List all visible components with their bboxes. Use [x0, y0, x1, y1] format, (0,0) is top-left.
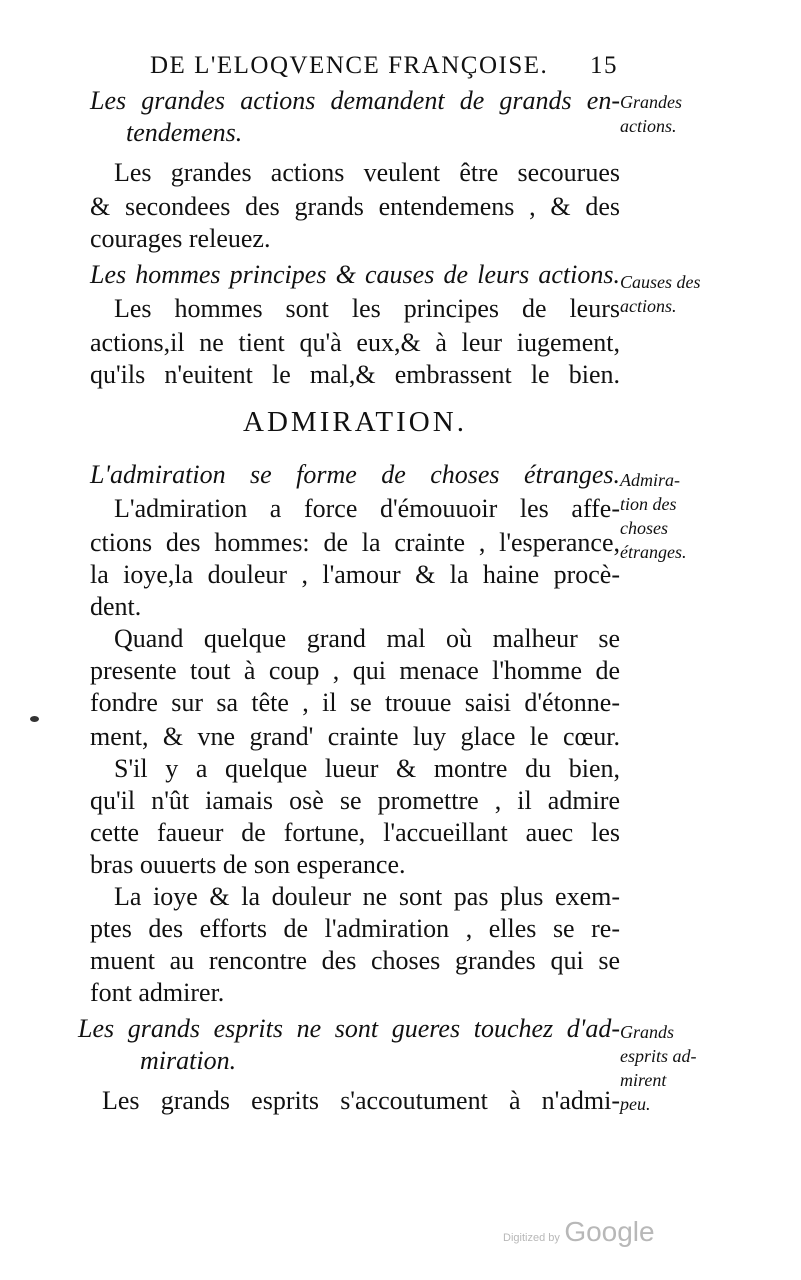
subheading-line: Les grandes actions demandent de grands en- — [90, 86, 620, 115]
page-number: 15 — [590, 52, 618, 79]
body-line: font admirer. — [90, 978, 225, 1007]
subheading-line: Les grands esprits ne sont gueres touchez d'ad- — [78, 1014, 620, 1043]
margin-note-causes-des-actions — [620, 270, 795, 318]
body-line: ctions des hommes: de la crainte , l'esperance, — [90, 528, 620, 557]
running-header — [150, 52, 620, 80]
body-line: dent. — [90, 592, 142, 621]
margin-note-line: mirent — [620, 1070, 667, 1090]
margin-note-line: choses — [620, 518, 668, 538]
margin-note-line: Grandes — [620, 92, 682, 112]
body-line: L'admiration a force d'émouuoir les affe- — [114, 494, 620, 523]
margin-note-line: Grands — [620, 1022, 675, 1042]
running-title: DE L'ELOQVENCE FRANÇOISE. — [150, 52, 549, 79]
body-line: & secondees des grands entendemens , & des — [90, 192, 620, 221]
body-line: Les grandes actions veulent être secourues — [114, 158, 620, 187]
body-line: Quand quelque grand mal où malheur se — [114, 624, 620, 653]
body-line: La ioye & la douleur ne sont pas plus exem- — [114, 882, 620, 911]
ink-speck — [30, 716, 39, 722]
body-line: presente tout à coup , qui menace l'homme de — [90, 656, 620, 685]
body-line: qu'ils n'euitent le mal,& embrassent le bien. — [90, 360, 620, 389]
body-line: courages releuez. — [90, 224, 271, 253]
body-line: bras ouuerts de son esperance. — [90, 850, 406, 879]
body-line: Les grands esprits s'accoutument à n'admi- — [102, 1086, 620, 1115]
margin-note-grandes-actions — [620, 90, 795, 138]
watermark-brand: Google — [564, 1216, 655, 1247]
margin-note-admiration — [620, 468, 795, 564]
margin-note-line: actions. — [620, 116, 677, 136]
digitization-watermark — [503, 1216, 655, 1248]
subheading-line: miration. — [140, 1046, 237, 1075]
body-line: S'il y a quelque lueur & montre du bien, — [114, 754, 620, 783]
body-line: actions,il ne tient qu'à eux,& à leur iugement, — [90, 328, 620, 357]
subheading-line: L'admiration se forme de choses étranges. — [90, 460, 620, 489]
body-line: ment, & vne grand' crainte luy glace le cœur. — [90, 722, 620, 751]
subheading-line: Les hommes principes & causes de leurs actions. — [90, 260, 620, 289]
margin-note-line: Causes des — [620, 272, 701, 292]
margin-note-line: Admira- — [620, 470, 680, 490]
margin-note-line: peu. — [620, 1094, 651, 1114]
watermark-prefix: Digitized by — [503, 1232, 560, 1244]
body-line: fondre sur sa tête , il se trouue saisi d'étonne- — [90, 688, 620, 717]
body-line: Les hommes sont les principes de leurs — [114, 294, 620, 323]
section-heading: ADMIRATION. — [243, 406, 467, 438]
subheading-line: tendemens. — [126, 118, 243, 147]
margin-note-line: étranges. — [620, 542, 687, 562]
body-line: qu'il n'ût iamais osè se promettre , il admire — [90, 786, 620, 815]
body-line: la ioye,la douleur , l'amour & la haine procè- — [90, 560, 620, 589]
margin-note-line: actions. — [620, 296, 677, 316]
body-line: cette faueur de fortune, l'accueillant auec les — [90, 818, 620, 847]
body-line: ptes des efforts de l'admiration , elles se re- — [90, 914, 620, 943]
margin-note-line: tion des — [620, 494, 677, 514]
margin-note-line: esprits ad- — [620, 1046, 697, 1066]
body-line: muent au rencontre des choses grandes qui se — [90, 946, 620, 975]
margin-note-grands-esprits — [620, 1020, 795, 1116]
